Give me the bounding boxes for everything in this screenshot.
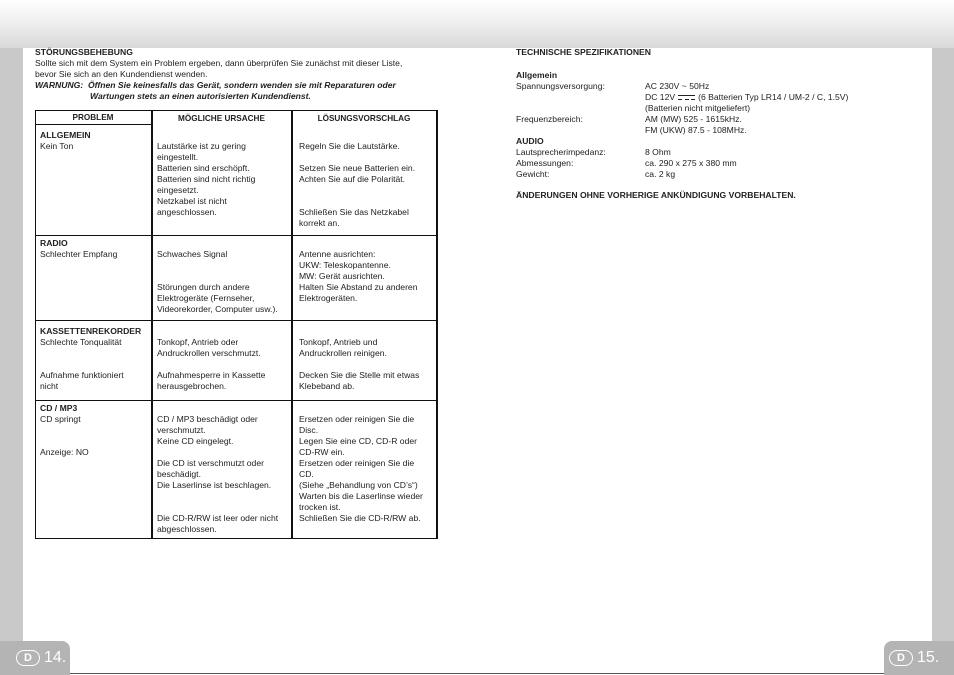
frequency-fm: FM (UKW) 87.5 - 108MHz. xyxy=(645,125,747,135)
header-problem: PROBLEM xyxy=(72,113,114,122)
solution-line: CD. xyxy=(299,469,314,479)
solution-line: Ersetzen oder reinigen Sie die xyxy=(299,458,415,468)
solution-line: (Siehe „Behandlung von CD’s“) xyxy=(299,480,418,490)
cause-line: herausgebrochen. xyxy=(157,381,227,391)
change-notice: ÄNDERUNGEN OHNE VORHERIGE ANKÜNDIGUNG VORBEHALTEN. xyxy=(516,190,796,200)
problem-text: nicht xyxy=(40,381,59,391)
footer-rule xyxy=(70,673,884,674)
problem-text: CD springt xyxy=(40,414,81,424)
solution-line: Decken Sie die Stelle mit etwas xyxy=(299,370,420,380)
troubleshooting-title: STÖRUNGSBEHEBUNG xyxy=(35,47,133,57)
solution-line: Halten Sie Abstand zu anderen xyxy=(299,282,418,292)
spacer xyxy=(299,185,415,207)
table-row-divider xyxy=(35,400,437,401)
left-margin-bar xyxy=(0,48,23,675)
intro-line-2: bevor Sie sich an den Kundendienst wenden. xyxy=(35,69,208,79)
solution-line: Ersetzen oder reinigen Sie die xyxy=(299,414,415,424)
weight-label: Gewicht: xyxy=(516,169,550,179)
section-title-radio: RADIO xyxy=(40,238,68,248)
top-gradient-band xyxy=(0,0,954,48)
solution-line: Antenne ausrichten: xyxy=(299,249,376,259)
solution-cell xyxy=(299,249,418,304)
solution-line: Schließen Sie die CD-R/RW ab. xyxy=(299,513,421,523)
power-ac-value: AC 230V ~ 50Hz xyxy=(645,81,710,91)
table-border-right xyxy=(436,110,438,539)
table-col-divider-1 xyxy=(151,110,153,539)
solution-line: korrekt an. xyxy=(299,218,340,228)
power-dc-prefix: DC 12V xyxy=(645,92,676,102)
section-title-cd: CD / MP3 xyxy=(40,403,78,413)
power-dc-row xyxy=(645,92,848,103)
problem-text: Schlechter Empfang xyxy=(40,249,118,259)
cause-line: abgeschlossen. xyxy=(157,524,217,534)
cause-line: Die CD-R/RW ist leer oder nicht xyxy=(157,513,279,523)
solution-line: CD-RW ein. xyxy=(299,447,345,457)
cause-line: Die CD ist verschmutzt oder xyxy=(157,458,264,468)
page-number-right: 15. xyxy=(917,649,940,666)
problem-cell xyxy=(40,414,89,458)
table-row-divider xyxy=(35,320,437,321)
solution-line: Legen Sie eine CD, CD-R oder xyxy=(299,436,417,446)
cause-line: eingesetzt. xyxy=(157,185,199,195)
solution-line: Tonkopf, Antrieb und xyxy=(299,337,378,347)
cause-line: Batterien sind erschöpft. xyxy=(157,163,250,173)
problem-text: Anzeige: NO xyxy=(40,447,89,457)
header-solution: LÖSUNGSVORSCHLAG xyxy=(317,114,411,123)
solution-line: Andruckrollen reinigen. xyxy=(299,348,387,358)
language-badge: D xyxy=(889,650,913,666)
cause-line: verschmutzt. xyxy=(157,425,206,435)
cause-cell xyxy=(157,249,278,315)
warning-line-1: WARNUNG: Öffnen Sie keinesfalls das Gerät, sondern wenden sie mit Reparaturen oder xyxy=(35,80,396,90)
weight-value: ca. 2 kg xyxy=(645,169,676,179)
language-badge: D xyxy=(16,650,40,666)
frequency-am: AM (MW) 525 - 1615kHz. xyxy=(645,114,742,124)
solution-line: Setzen Sie neue Batterien ein. xyxy=(299,163,416,173)
impedance-value: 8 Ohm xyxy=(645,147,671,157)
cause-line: Batterien sind nicht richtig xyxy=(157,174,256,184)
table-header-line xyxy=(35,124,151,125)
cause-cell xyxy=(157,141,255,218)
spacer xyxy=(299,152,415,163)
intro-line-1: Sollte sich mit dem System ein Problem ergeben, dann überprüfen Sie zunächst mit dieser Liste, xyxy=(35,58,403,68)
problem-text: Aufnahme funktioniert xyxy=(40,370,124,380)
impedance-label: Lautsprecherimpedanz: xyxy=(516,147,606,157)
cause-line: Die Laserlinse ist beschlagen. xyxy=(157,480,272,490)
cause-line: Elektrogeräte (Fernseher, xyxy=(157,293,255,303)
solution-line: MW: Gerät ausrichten. xyxy=(299,271,385,281)
table-border-left xyxy=(35,110,36,539)
solution-cell xyxy=(299,141,415,229)
warning-line-2: Wartungen stets an einen autorisierten Kundendienst. xyxy=(90,91,311,101)
solution-line: Regeln Sie die Lautstärke. xyxy=(299,141,400,151)
solution-line: Klebeband ab. xyxy=(299,381,355,391)
solution-line: Achten Sie auf die Polarität. xyxy=(299,174,406,184)
spacer xyxy=(40,348,124,370)
solution-line: Schließen Sie das Netzkabel xyxy=(299,207,409,217)
cause-line: Tonkopf, Antrieb oder xyxy=(157,337,239,347)
solution-line: Warten bis die Laserlinse wieder xyxy=(299,491,423,501)
power-label: Spannungsversorgung: xyxy=(516,81,605,91)
table-border-bottom xyxy=(35,538,437,539)
solution-line: UKW: Teleskopantenne. xyxy=(299,260,391,270)
spacer xyxy=(40,425,89,447)
power-dc-suffix: (6 Batterien Typ LR14 / UM-2 / C, 1.5V) xyxy=(698,92,849,102)
cause-cell xyxy=(157,337,265,392)
table-border-top xyxy=(35,110,437,111)
cause-line: Keine CD eingelegt. xyxy=(157,436,234,446)
spacer xyxy=(157,447,278,458)
audio-heading: AUDIO xyxy=(516,136,544,146)
troubleshooting-table xyxy=(35,110,437,539)
dimensions-value: ca. 290 x 275 x 380 mm xyxy=(645,158,737,168)
cause-line: Störungen durch andere xyxy=(157,282,250,292)
solution-cell xyxy=(299,337,419,392)
cause-line: Aufnahmesperre in Kassette xyxy=(157,370,266,380)
solution-line: trocken ist. xyxy=(299,502,341,512)
page-tab-right xyxy=(884,641,954,675)
page-tab-left xyxy=(0,641,70,675)
spacer xyxy=(299,359,419,370)
right-margin-bar xyxy=(932,48,954,675)
general-heading: Allgemein xyxy=(516,70,558,80)
dc-symbol-icon xyxy=(678,95,695,101)
solution-cell xyxy=(299,414,423,524)
problem-cell xyxy=(40,249,117,260)
header-cause: MÖGLICHE URSACHE xyxy=(178,114,265,123)
cause-line: Schwaches Signal xyxy=(157,249,228,259)
dimensions-label: Abmessungen: xyxy=(516,158,574,168)
table-col-divider-2 xyxy=(291,110,293,539)
problem-text: Kein Ton xyxy=(40,141,74,151)
spacer xyxy=(157,359,265,370)
cause-line: Videorekorder, Computer usw.). xyxy=(157,304,278,314)
spacer xyxy=(157,491,278,513)
frequency-label: Frequenzbereich: xyxy=(516,114,583,124)
cause-line: Andruckrollen verschmutzt. xyxy=(157,348,261,358)
problem-cell xyxy=(40,141,73,152)
problem-cell xyxy=(40,337,124,392)
table-row-divider xyxy=(35,235,437,236)
spacer xyxy=(157,260,278,282)
cause-line: CD / MP3 beschädigt oder xyxy=(157,414,258,424)
cause-line: eingestellt. xyxy=(157,152,199,162)
power-note: (Batterien nicht mitgeliefert) xyxy=(645,103,751,113)
solution-line: Elektrogeräten. xyxy=(299,293,358,303)
cause-line: angeschlossen. xyxy=(157,207,217,217)
section-title-cassette: KASSETTENREKORDER xyxy=(40,326,142,336)
cause-line: beschädigt. xyxy=(157,469,201,479)
section-title-general: ALLGEMEIN xyxy=(40,130,91,140)
cause-line: Netzkabel ist nicht xyxy=(157,196,227,206)
page-number-left: 14. xyxy=(44,649,67,666)
solution-line: Disc. xyxy=(299,425,319,435)
cause-line: Lautstärke ist zu gering xyxy=(157,141,246,151)
specs-title: TECHNISCHE SPEZIFIKATIONEN xyxy=(516,47,651,57)
problem-text: Schlechte Tonqualität xyxy=(40,337,122,347)
cause-cell xyxy=(157,414,278,535)
